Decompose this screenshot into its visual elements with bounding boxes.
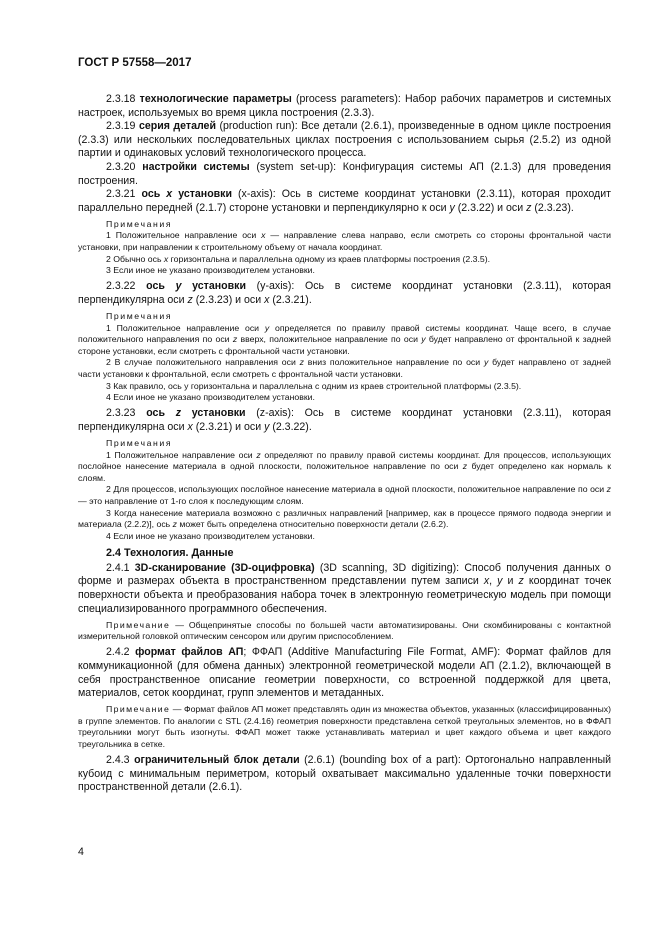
note-y-1: 1 Положительное направление оси y определяется по правилу правой системы координат. Чаще всего, в случае положительного направления по оси z вверх, положительное направление по оси y будет направлено от фронтальной к задней стороне установки, если смотреть с фронтальной части установки. [78,322,611,356]
term-name: серия деталей [138,120,216,133]
term-name: 3D-сканирование (3D-оцифровка) [134,561,315,574]
notes-heading: Примечания [106,437,173,448]
note-2-4-1: Примечание — Общепринятые способы по большей части автоматизированы. Они скомбинированы с контактной измерительной головкой оптическим сенсором или другим приспособлением. [78,619,611,642]
note-2-4-2: Примечание — Формат файлов АП может представлять один из множества объектов, указанных (классифицированных) в группе элементов. По аналогии с STL (2.4.16) геометрия поверхности представлена сеткой треугольных элементов, но в ФФАП треугольники могут быть изогнуты. ФФАП может также устанавливать материал и цвет каждого объема и цвет каждого треугольника в сетке. [78,704,611,749]
term-2-4-1: 2.4.1 3D-сканирование (3D-оцифровка) (3D scanning, 3D digitizing): Способ получения данных о форме и размерах объекта в пространственном представлении путем записи x, y и z координат точек поверхности объекта и преобразования набора точек в электронную геометрическую модель при помощи специализированного программного обеспечения. [78,561,611,615]
term-2-4-3: 2.4.3 ограничительный блок детали (2.6.1) (bounding box of a part): Ортогонально направленный кубоид с минимальным периметром, который охватывает максимально удаленные точки поверхности пространственной детали (2.6.1). [78,754,611,794]
term-name: ограничительный блок детали [134,754,300,767]
section-heading-2-4: 2.4 Технология. Данные [106,546,234,559]
page-number: 4 [78,846,84,858]
page-content [78,93,611,795]
term-2-4-2: 2.4.2 формат файлов АП; ФФАП (Additive Manufacturing File Format, AMF): Формат файлов для коммуникационной (для обмена данных) электронной геометрической модели АП (2.1.2), включающей в себя пространственное описание геометрии поверхности, со встроенной поддержкой для цвета, материалов, сеток координат, групп элементов и метаданных. [78,646,611,700]
note-y-2: 2 В случае положительного направления оси z вниз положительное направление по оси y будет направлено от задней части установки к фронтальной, если смотреть с фронтальной части установки. [78,357,611,379]
note-z-3: 3 Когда нанесение материала возможно с различных направлений [например, как в процессе прямого подвода энергии и материала (2.2.2)], ось z может быть определена относительно поверхности детали (2.6.2). [78,507,611,530]
notes-heading: Примечания [106,218,173,229]
notes-heading: Примечания [106,311,173,321]
term-2-3-23: 2.3.23 ось z установки (z-axis): Ось в системе координат установки (2.3.11), которая перпендикулярна оси x (2.3.21) и оси y (2.3.22). [78,407,611,433]
note-z-1: 1 Положительное направление оси z определяют по правилу правой системы координат. Для процессов, использующих послойное нанесение материала в одной плоскости, положительное направление по оси z будет определено как нормаль к слоям. [78,449,611,483]
term-name: настройки системы [142,160,250,173]
term-2-3-20: 2.3.20 настройки системы (system set-up): Конфигурация системы АП (2.1.3) для проведения построения. [78,160,611,187]
note-y-4: 4 Если иное не указано производителем установки. [106,392,315,403]
note-y-3: 3 Как правило, ось y горизонтальна и параллельна с одним из краев строительной платформы (2.3.5). [106,380,522,391]
note-z-4: 4 Если иное не указано производителем установки. [106,530,315,541]
term-name: технологические параметры [139,93,292,105]
term-2-3-19: 2.3.19 серия деталей (production run): Все детали (2.6.1), произведенные в одном цикле построения (2.3.3) или нескольких последовательных циклах построения с использованием сырья (2.5.2) из одной партии и одинаковых условий технологического процесса. [78,120,611,160]
term-name: формат файлов АП [135,646,244,659]
term-2-3-22: 2.3.22 ось y установки (y-axis): Ось в системе координат установки (2.3.11), которая перпендикулярна оси z (2.3.23) и оси x (2.3.21). [78,280,611,306]
term-2-3-21: 2.3.21 ось x установки (x-axis): Ось в системе координат установки (2.3.11), которая проходит параллельно передней (2.1.7) стороне установки и перпендикулярно к оси y (2.3.22) и оси z (2.3.23). [78,188,611,214]
note-x-2: 2 Обычно ось x горизонтальна и параллельна одному из краев платформы построения (2.3.5). [106,253,491,264]
note-x-1: 1 Положительное направление оси x — направление слева направо, если смотреть со стороны фронтальной части установки, при направлении к строительному объему от начала координат. [78,230,611,253]
term-name: ось y установки [146,280,246,293]
term-name: ось x установки [141,188,232,201]
document-id: ГОСТ Р 57558—2017 [78,57,192,69]
term-2-3-18: 2.3.18 технологические параметры (process parameters): Набор рабочих параметров и системных настроек, используемых во время цикла построения (2.3.3). [78,93,611,119]
note-x-3: 3 Если иное не указано производителем установки. [106,265,315,276]
note-z-2: 2 Для процессов, использующих послойное нанесение материала в одной плоскости, положительное направление по оси z — это направление от 1-го слоя к последующим слоям. [78,484,611,506]
term-name: ось z установки [146,407,246,420]
